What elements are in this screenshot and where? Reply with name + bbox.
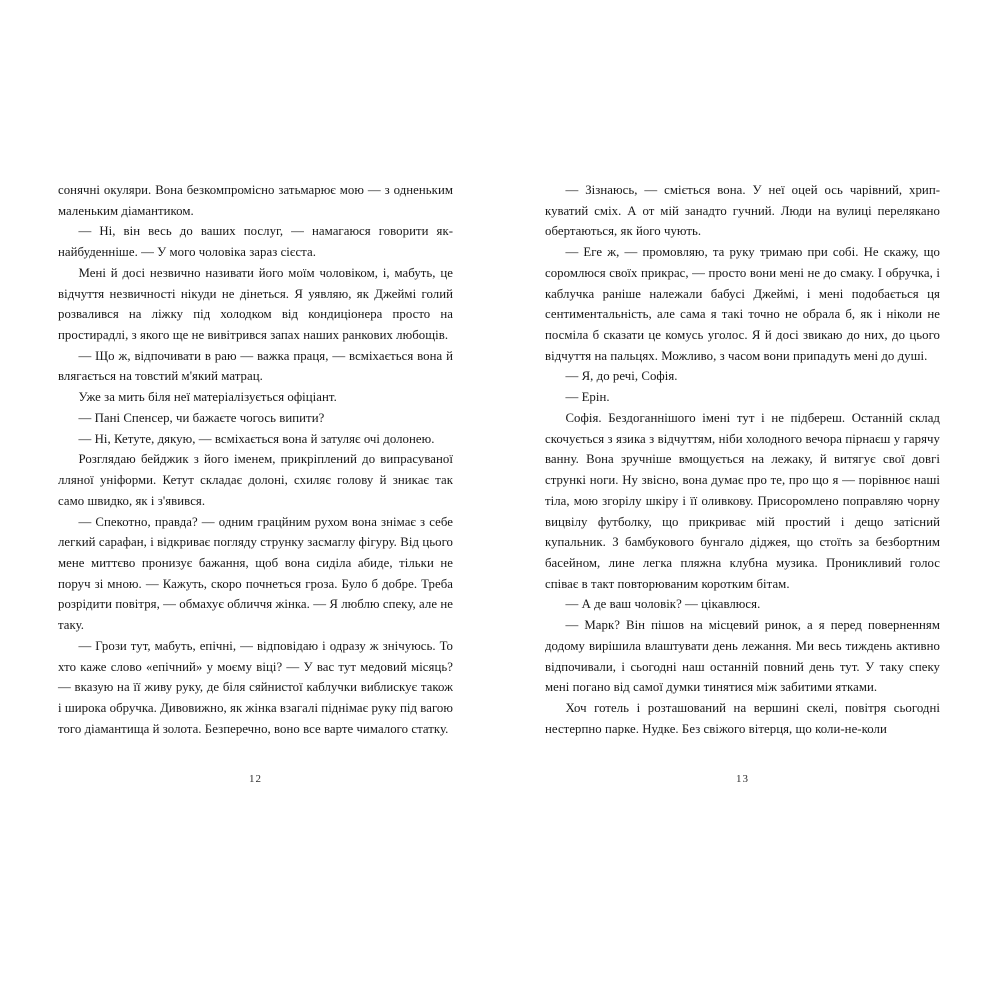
paragraph: — Зізнаюсь, — сміється вона. У неї оцей ось чарівний, хрипкуватий смix. А от мій занадто гучний. Люди на вулиці перелякано обертаються, як його чують. bbox=[545, 183, 940, 239]
page-number-right: 13 bbox=[736, 773, 749, 786]
page-number-left: 12 bbox=[249, 773, 262, 786]
paragraph: — Я, до речі, Софія. bbox=[565, 369, 678, 384]
paragraph: — Еге ж, — промовляю, та руку тримаю при собі. Не скажу, що соромлюся своїх прикрас, — просто вони мені не до смаку. І обручка, і каблучка раніше належали бабусі Джеймі, і мені подобається ця сентиментальність, але сама я такі точно не обрала б, як і ніколи не посміла б сказати це комусь уголос. Я й досі звикаю до них, до цього відчуття на пальцях. Можливо, з часом вони припадуть мені до душі. bbox=[545, 245, 940, 363]
paragraph: — А де ваш чоловік? — цікавлюся. bbox=[565, 597, 761, 612]
paragraph: — Марк? Він пішов на місцевий ринок, а я перед поверненням додому вирішила влаштувати день лежання. Ми весь тиждень активно відпочивали, і сьогодні наш останній повний день тут. У таку спеку мені погано від самої думки тинятися між забитими ятками. bbox=[545, 618, 940, 695]
page-right-text bbox=[545, 180, 940, 739]
paragraph: Мені й досі незвично називати його моїм чоловіком, і, мабуть, це відчуття незвичності нікуди не дінеться. Я уявляю, як Джеймі голий розвалився на ліжку під холодком від кондиціонера просто на простирадлі, з якого ще не вивітрився запах наших ранкових любощів. bbox=[58, 265, 453, 343]
paragraph: — Ні, він весь до ваших послуг, — намагаюся говорити якнайбуденніше. — У мого чоловіка зараз сієста. bbox=[58, 224, 453, 260]
paragraph: сонячні окуляри. Вона безкомпромісно затьмарює мою — з одненьким маленьким діамантиком. bbox=[58, 183, 453, 218]
paragraph: Уже за мить біля неї матеріалізується офіціант. bbox=[78, 390, 337, 405]
page-left bbox=[58, 180, 453, 785]
paragraph: — Пані Спенсер, чи бажаєте чогось випити? bbox=[78, 410, 325, 425]
paragraph: Розглядаю бейджик з його іменем, прикріплений до випрасуваної лляної уніформи. Кетут складає долоні, схиляє голову й зникає так само швидко, як і з'явився. bbox=[58, 452, 453, 508]
paragraph: — Що ж, відпочивати в раю — важка праця, — всміхається вона й влягається на товстий м'який матрац. bbox=[58, 348, 453, 384]
page-right bbox=[545, 180, 940, 785]
paragraph: Софія. Бездоганнішого імені тут і не підбереш. Останній склад скочується з язика з відчуттям, ніби холодного вечора пірнаєш у гарячу ванну. Вона зручніше вмощується на лежаку, й витягує свої довгі стрункі ноги. Ну звісно, вона думає про те, про що я — порівнює наші тіла, мою згорілу шкіру і її оливкову. Присоромлено поправляю чорну вицвілу футболку, що прикриває мій простий і дещо затісний купальник. З бамбукового бунгало діджея, що стоїть за безбортним басейном, лине легка пляжна клубна музика. Проникливий голос співає в такт повторюваним коротким бітам. bbox=[545, 410, 940, 591]
page-left-text bbox=[58, 180, 453, 739]
paragraph: — Ерін. bbox=[565, 390, 610, 405]
paragraph: — Спекотно, правда? — одним грацйним рухом вона знімає з себе легкий сарафан, і відкриває погляду струнку засмаглу фігуру. Від цього мене миттєво пронизує бажання, щоб вона сиділа абиде, тільки не поруч зі мною. — Кажуть, скоро почнеться гроза. Було б добре. Треба розрідити повітря, — обмахує обличчя жінка. — Я люблю спеку, але не таку. bbox=[58, 514, 453, 633]
paragraph: Хоч готель і розташований на вершині скелі, повітря сьогодні нестерпно парке. Нудке. Без свіжого вітерця, що коли-не-коли bbox=[545, 700, 940, 736]
paragraph: — Ні, Кетуте, дякую, — всміхається вона й затуляє очі долонею. bbox=[78, 431, 435, 446]
paragraph: — Грози тут, мабуть, епічні, — відповідаю і одразу ж знічуюсь. То хто каже слово «епічний» у моєму віці? — У вас тут медовий місяць? — вказую на її живу руку, де біля сяйнистої каблучки виблискує також і широка обручка. Дивовижно, як жінка взагалі піднімає руку під вагою того діамантища й золота. Безперечно, воно все варте чималого статку. bbox=[58, 638, 453, 736]
